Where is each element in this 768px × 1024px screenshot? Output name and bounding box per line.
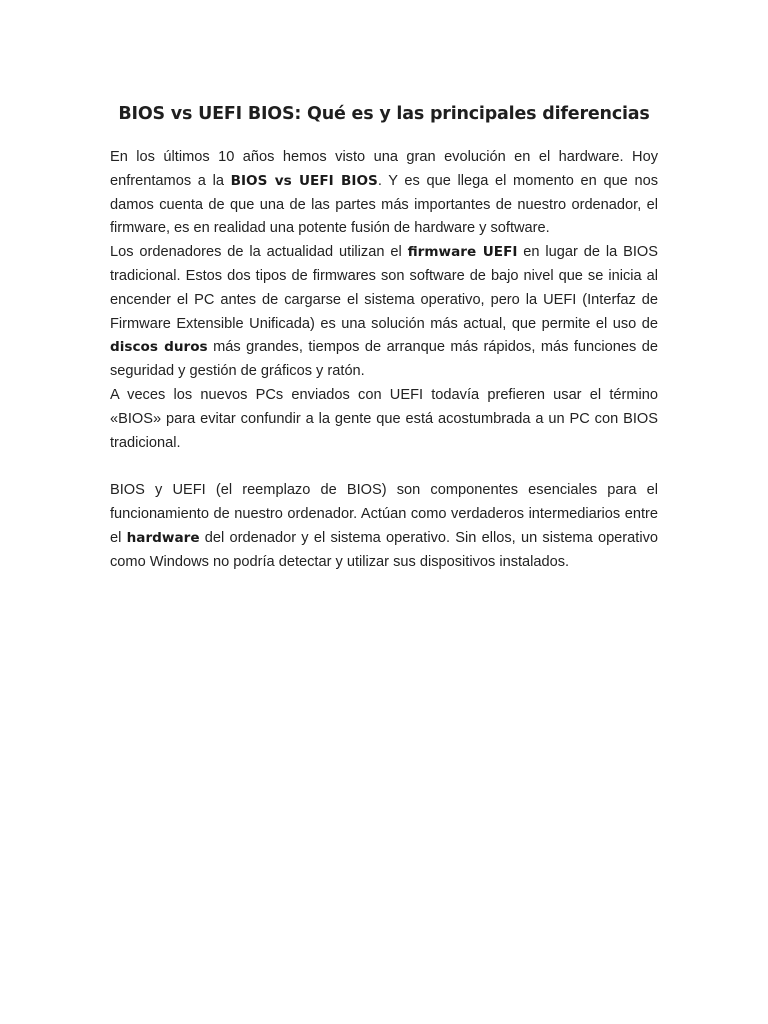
paragraph-4-text-b: del ordenador y el sistema operativo. Sin ellos, un sistema operativo como Windows no podría detectar y utilizar sus dispositivos instalados.	[110, 529, 658, 570]
paragraph-4-text-a: BIOS y UEFI (el reemplazo de BIOS) son componentes esenciales para el funcionamiento de nuestro ordenador. Actúan como verdaderos intermediarios entre el	[110, 482, 658, 546]
paragraph-2-text-b: en lugar de la BIOS tradicional. Estos dos tipos de firmwares son software de bajo nivel que se inicia al encender el PC antes de cargarse el sistema operativo, pero la UEFI (Interfaz de Firmware Extensible Unificada) es una solución más actual, que permite el uso de	[110, 244, 658, 332]
paragraph-2-text-a: Los ordenadores de la actualidad utilizan el	[110, 244, 408, 261]
paragraph-2-text-c: más grandes, tiempos de arranque más rápidos, más funciones de seguridad y gestión de gráficos y ratón.	[110, 339, 658, 380]
paragraph-spacer	[110, 455, 658, 479]
paragraph-1-text-a: En los últimos 10 años hemos visto una gran evolución en el hardware. Hoy enfrentamos a la	[110, 149, 658, 189]
paragraph-3-text: A veces los nuevos PCs enviados con UEFI todavía prefieren usar el término «BIOS» para evitar confundir a la gente que está acostumbrada a un PC con BIOS tradicional.	[110, 386, 658, 451]
bold-term-discos-duros: discos duros	[110, 339, 208, 356]
paragraph-1	[110, 146, 658, 241]
article-body	[110, 146, 658, 574]
paragraph-3	[110, 384, 658, 455]
paragraph-2	[110, 241, 658, 384]
paragraph-4	[110, 479, 658, 574]
bold-term-firmware-uefi: firmware UEFI	[407, 244, 518, 261]
bold-term-hardware: hardware	[126, 529, 200, 546]
bold-term-bios-vs-uefi: BIOS vs UEFI BIOS	[230, 172, 378, 189]
page-title: BIOS vs UEFI BIOS: Qué es y las principales diferencias	[118, 104, 650, 124]
paragraph-1-text-b: . Y es que llega el momento en que nos damos cuenta de que una de las partes más importantes de nuestro ordenador, el firmware, es en realidad una potente fusión de hardware y software.	[110, 172, 658, 237]
